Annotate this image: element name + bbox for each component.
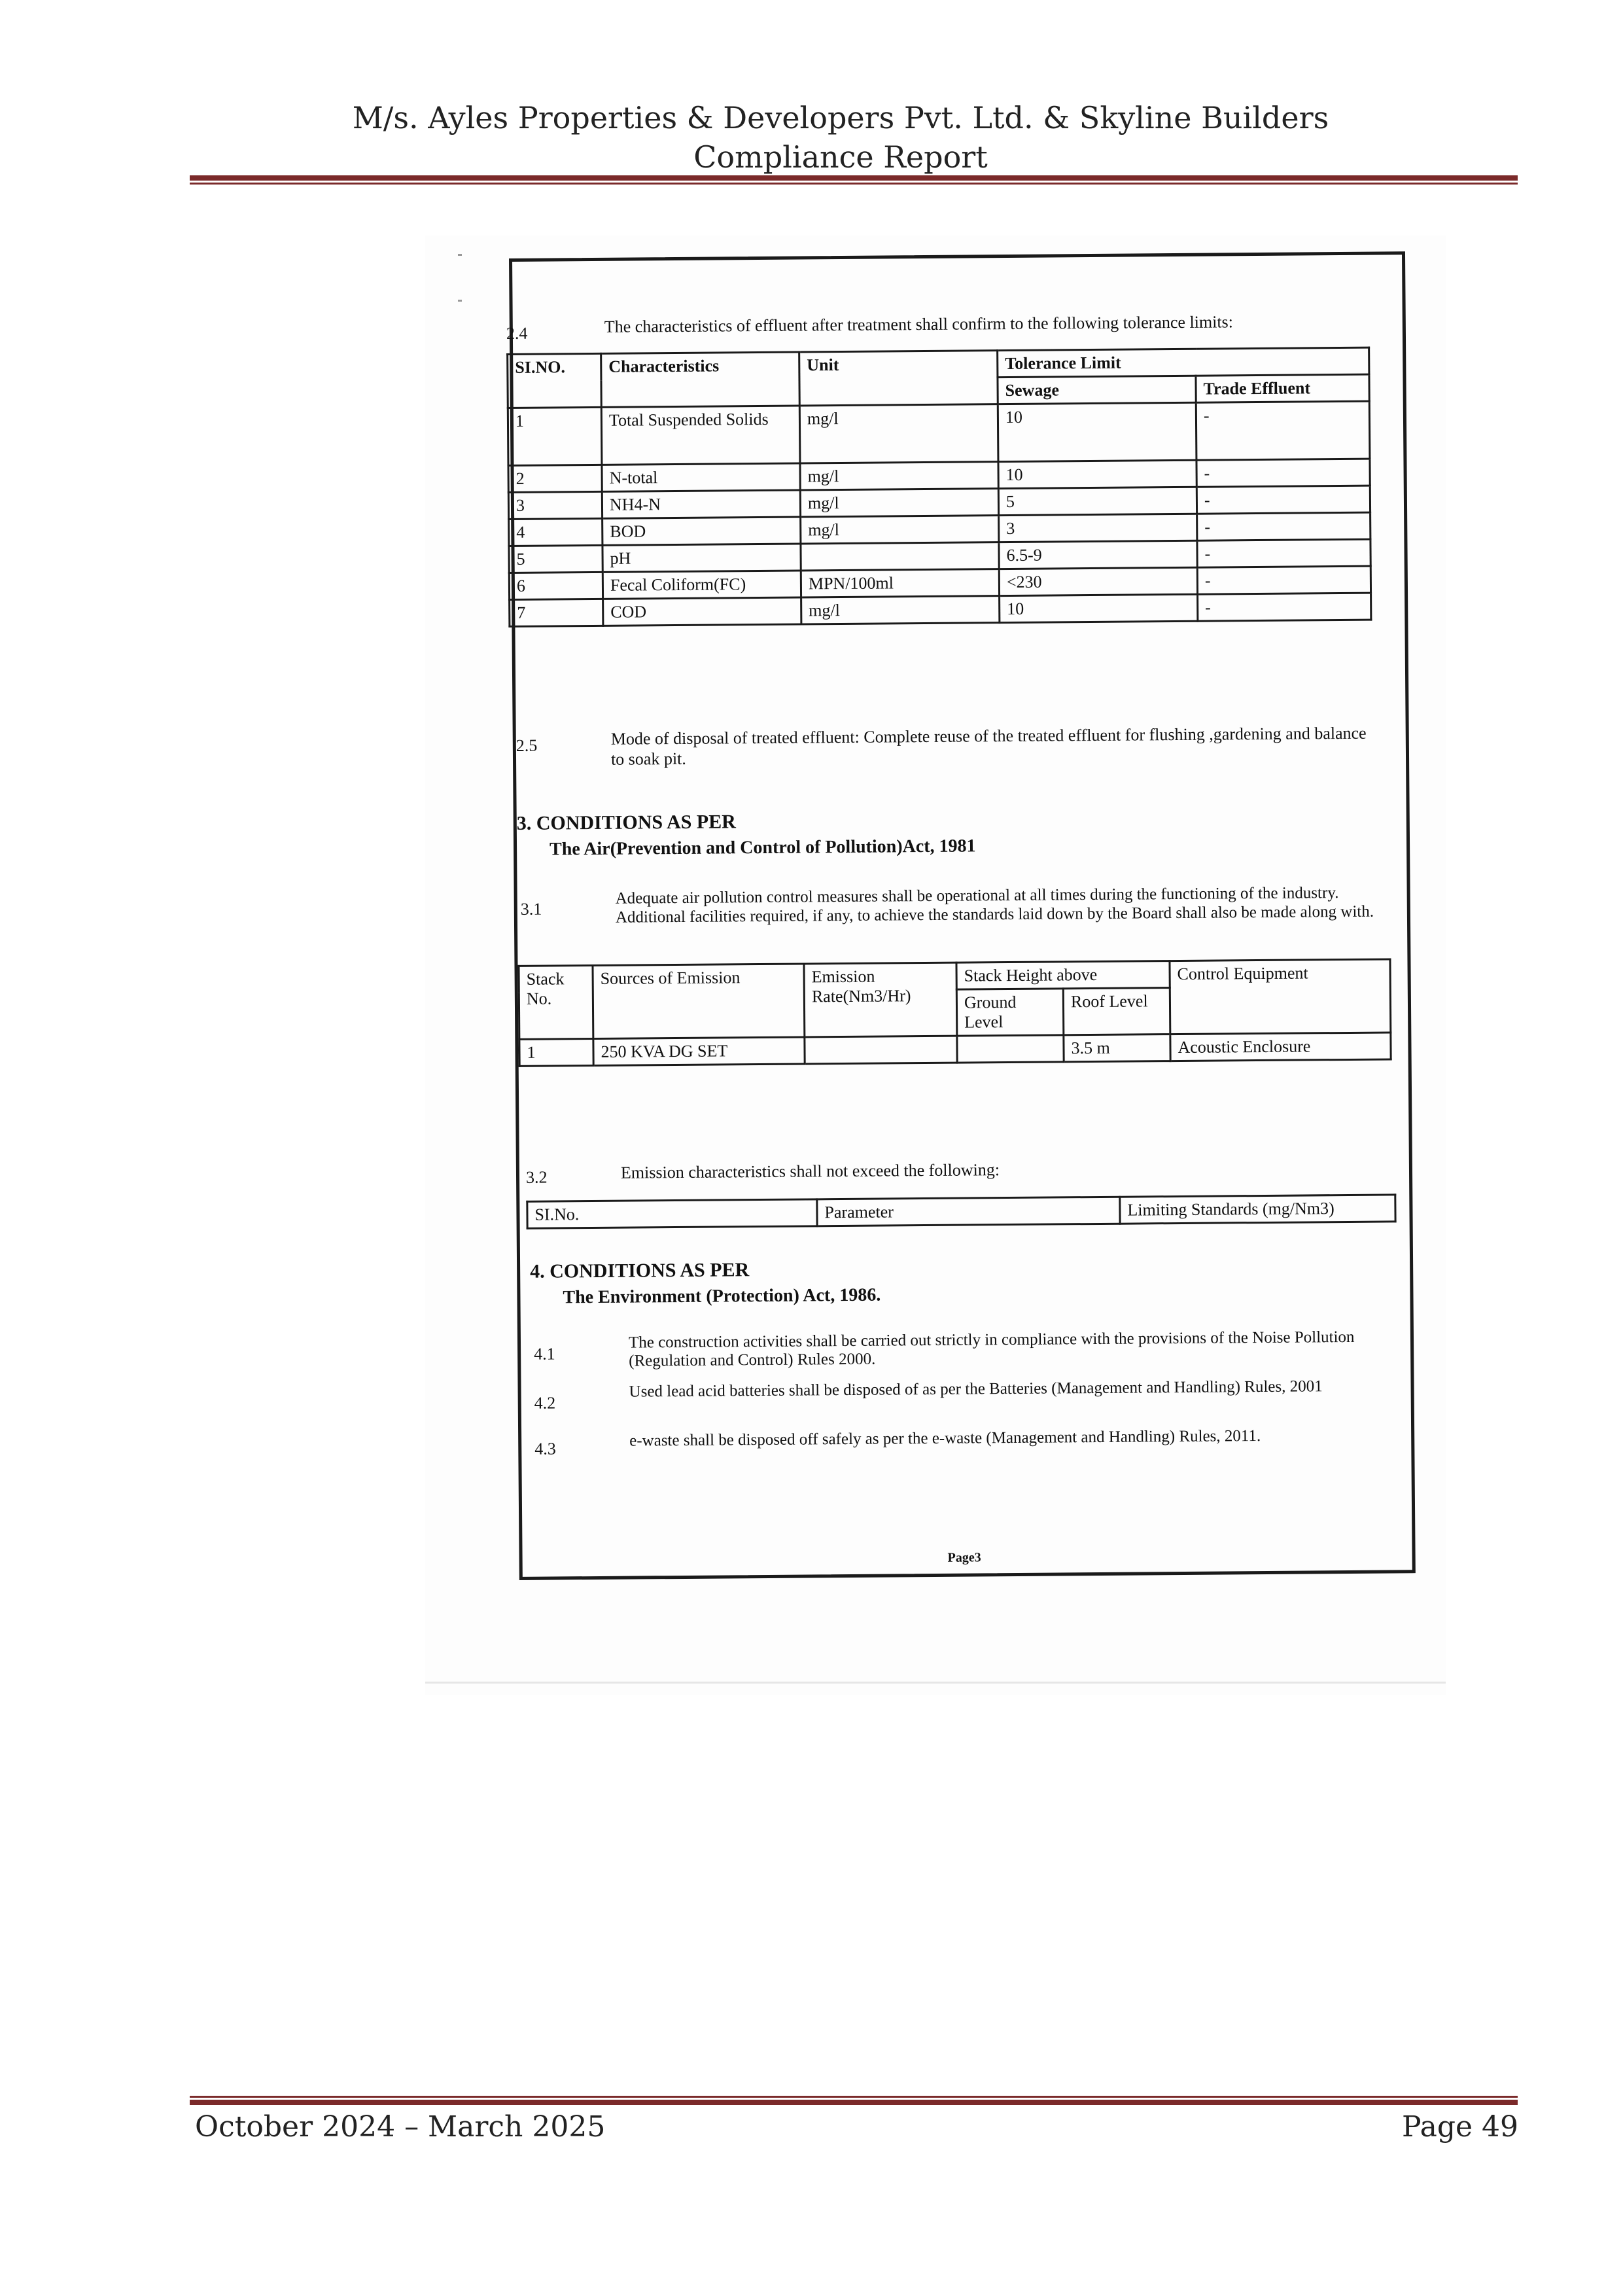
cell-rate: [805, 1036, 957, 1064]
cell-unit: [801, 542, 999, 571]
header-title: Compliance Report: [693, 139, 988, 175]
footer-rule-thin: [190, 2096, 1518, 2098]
section-2-4-number: 2.4: [506, 323, 528, 344]
cell-no: 2: [508, 465, 602, 492]
cell-trade: -: [1197, 539, 1370, 567]
table-header-row: [519, 959, 1390, 993]
cell-char: Total Suspended Solids: [601, 406, 800, 465]
col-ground: Ground Level: [956, 989, 1064, 1036]
section-2-4-text: The characteristics of effluent after treatment shall confirm to the following tolerance limits:: [604, 312, 1234, 336]
footer-period: October 2024 – March 2025: [195, 2110, 606, 2144]
col-sources: Sources of Emission: [593, 964, 805, 1039]
section-4-2-number: 4.2: [534, 1393, 556, 1413]
scan-speck: [458, 254, 462, 256]
table-row: [508, 401, 1370, 465]
cell-no: 5: [509, 545, 602, 573]
col-stack: Stack No.: [519, 966, 593, 1040]
table-header-row: [527, 1195, 1395, 1228]
cell-sewage: 10: [1000, 594, 1198, 622]
cell-trade: -: [1197, 512, 1370, 540]
section-4-subtitle: The Environment (Protection) Act, 1986.: [563, 1284, 881, 1308]
cell-stack: 1: [519, 1039, 593, 1067]
section-4-1-number: 4.1: [534, 1344, 555, 1364]
section-3-1-text: Adequate air pollution control measures shall be operational at all times during the functioning of the industry. Additional facilities required, if any, to achieve the standards laid down by the Board shall also be made along with.: [615, 884, 1374, 927]
section-3-heading: 3. CONDITIONS AS PER: [516, 811, 736, 834]
cell-no: 4: [509, 518, 602, 546]
cell-ground: [957, 1035, 1064, 1063]
limits-table: [526, 1193, 1396, 1229]
cell-trade: -: [1197, 566, 1370, 594]
header-company: M/s. Ayles Properties & Developers Pvt. Ltd. & Skyline Builders: [352, 100, 1329, 135]
cell-sewage: 3: [999, 514, 1197, 542]
cell-control: Acoustic Enclosure: [1170, 1033, 1391, 1061]
cell-sewage: 5: [998, 487, 1196, 515]
section-4-heading: 4. CONDITIONS AS PER: [530, 1259, 750, 1282]
emission-table: [517, 958, 1391, 1067]
cell-sewage: 10: [998, 402, 1196, 461]
cell-unit: mg/l: [801, 596, 1000, 624]
col-tolerance: Tolerance Limit: [998, 347, 1369, 377]
section-4-3-text: e-waste shall be disposed off safely as per the e-waste (Management and Handling) Rules, 2011.: [629, 1427, 1261, 1450]
col-characteristics: Characteristics: [601, 352, 800, 407]
cell-unit: mg/l: [800, 462, 998, 490]
header-rule-thin: [190, 183, 1518, 185]
section-2-5-number: 2.5: [515, 735, 538, 755]
col-rate: Emission Rate(Nm3/Hr): [804, 963, 957, 1037]
cell-unit: mg/l: [801, 516, 999, 544]
cell-sewage: 10: [998, 460, 1196, 488]
cell-sewage: <230: [999, 567, 1197, 595]
cell-sewage: 6.5-9: [999, 540, 1197, 569]
section-3-1-number: 3.1: [520, 899, 542, 919]
cell-char: N-total: [602, 463, 800, 491]
col-roof: Roof Level: [1063, 988, 1170, 1035]
footer-page-number: Page 49: [1401, 2110, 1518, 2144]
cell-no: 7: [510, 599, 603, 626]
cell-char: COD: [603, 597, 801, 626]
effluent-table: [506, 347, 1372, 627]
col-slno: SI.No.: [527, 1199, 817, 1228]
section-4-3-number: 4.3: [534, 1439, 556, 1458]
col-unit: Unit: [799, 351, 998, 406]
col-control: Control Equipment: [1170, 959, 1391, 1034]
cell-char: pH: [602, 544, 801, 572]
header-rule: [190, 175, 1518, 181]
cell-trade: -: [1196, 459, 1370, 487]
cell-unit: mg/l: [799, 404, 998, 463]
cell-source: 250 KVA DG SET: [593, 1037, 805, 1066]
col-height: Stack Height above: [956, 961, 1170, 990]
scan-page-label: Page3: [947, 1550, 981, 1565]
report-header: [190, 98, 1492, 177]
cell-char: NH4-N: [602, 490, 800, 518]
cell-no: 1: [508, 407, 602, 465]
cell-char: Fecal Coliform(FC): [602, 571, 801, 599]
col-trade: Trade Effluent: [1196, 374, 1369, 402]
scan-edge: [425, 1682, 1446, 1684]
cell-no: 6: [509, 572, 602, 599]
cell-char: BOD: [602, 517, 801, 545]
scan-frame: [506, 251, 1416, 1580]
scan-speck: [458, 300, 462, 302]
footer-rule: [190, 2100, 1518, 2105]
cell-no: 3: [508, 491, 602, 519]
cell-trade: -: [1196, 486, 1370, 514]
section-3-2-text: Emission characteristics shall not exceed the following:: [620, 1160, 1000, 1182]
cell-unit: mg/l: [800, 489, 998, 517]
cell-roof: 3.5 m: [1064, 1034, 1170, 1062]
section-3-2-number: 3.2: [525, 1167, 548, 1187]
col-parameter: Parameter: [817, 1197, 1120, 1226]
cell-unit: MPN/100ml: [801, 569, 999, 597]
cell-trade: -: [1198, 593, 1371, 621]
col-limit: Limiting Standards (mg/Nm3): [1120, 1195, 1395, 1224]
col-sewage: Sewage: [998, 376, 1196, 404]
col-slno: SI.NO.: [508, 353, 602, 408]
section-4-2-text: Used lead acid batteries shall be disposed of as per the Batteries (Management and Handling) Rules, 2001: [629, 1377, 1323, 1401]
section-3-subtitle: The Air(Prevention and Control of Pollution)Act, 1981: [549, 836, 976, 860]
section-2-5-text: Mode of disposal of treated effluent: Complete reuse of the treated effluent for flushing ,gardening and balance to soak pit.: [610, 723, 1367, 769]
section-4-1-text: The construction activities shall be carried out strictly in compliance with the provisions of the Noise Pollution (Regulation and Control) Rules 2000.: [628, 1328, 1355, 1370]
cell-trade: -: [1196, 401, 1370, 460]
